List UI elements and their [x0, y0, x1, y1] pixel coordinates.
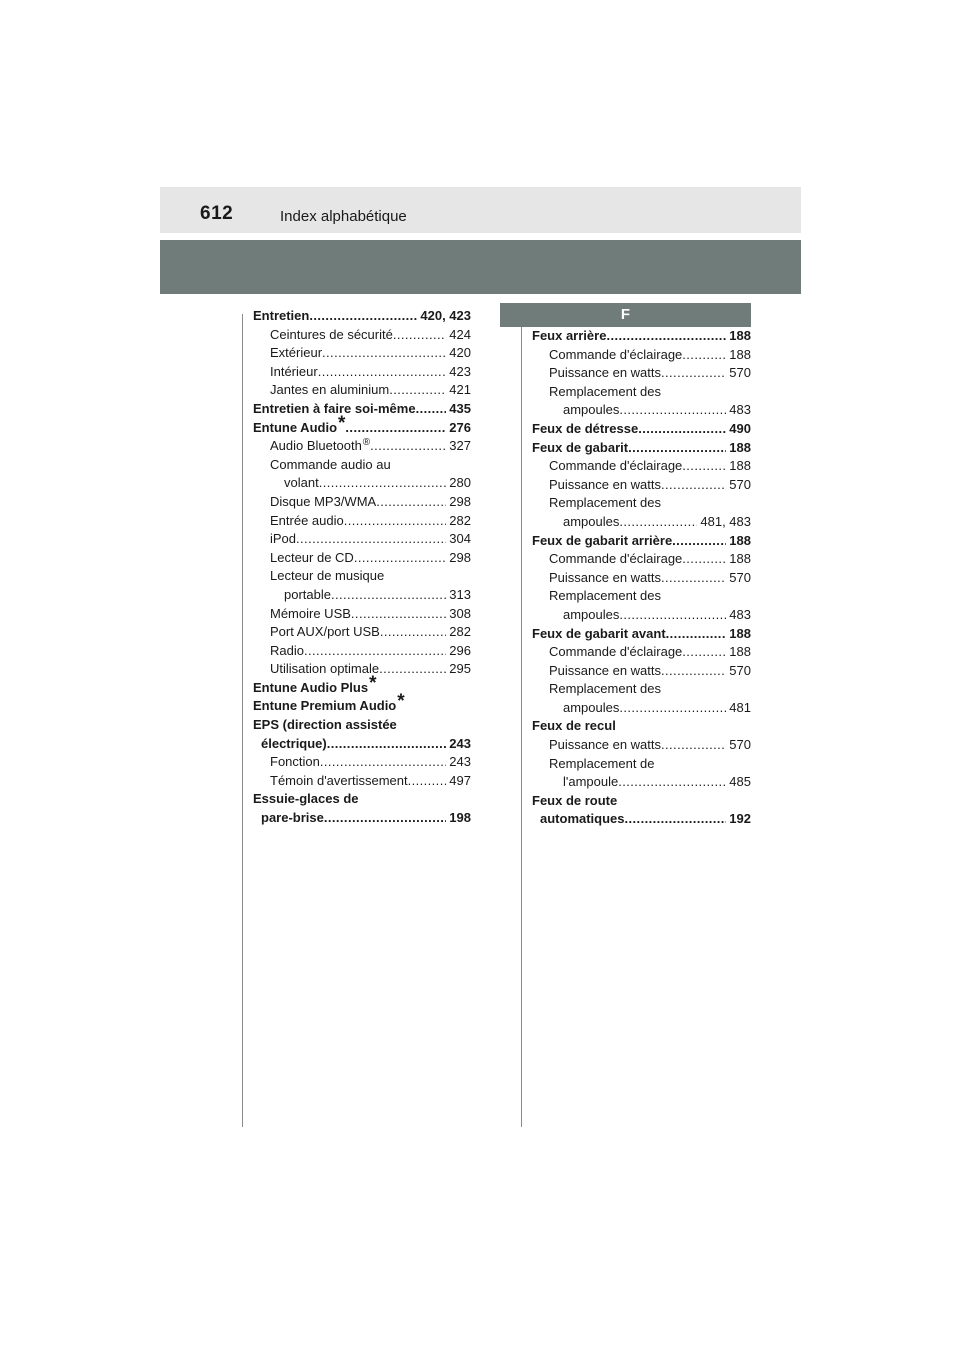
index-entry-text: Commande d'éclairage [549, 458, 683, 474]
index-entry-page[interactable]: 198 [445, 810, 471, 826]
index-entry-label [532, 717, 616, 736]
index-entry-text: Témoin d'avertissement [270, 772, 408, 788]
index-entry-label [549, 550, 682, 569]
index-entry-page[interactable]: 298 [445, 549, 471, 565]
dot-leader [619, 401, 725, 420]
index-entry-label [270, 549, 354, 568]
index-entry-page[interactable]: 192 [725, 811, 751, 827]
index-entry-text: Puissance en watts [549, 662, 662, 678]
index-column-left [253, 307, 471, 828]
index-entry-page[interactable]: 282 [445, 512, 471, 528]
dot-leader [354, 549, 446, 568]
dot-leader [322, 344, 446, 363]
index-entry-label [270, 660, 379, 679]
index-entry [253, 586, 471, 605]
index-entry-page[interactable]: 570 [725, 569, 751, 585]
index-entry [253, 716, 471, 735]
index-entry-label [253, 691, 405, 716]
index-entry-page[interactable]: 295 [445, 661, 471, 677]
index-entry-page[interactable]: 570 [725, 365, 751, 381]
dot-leader [345, 419, 445, 438]
dot-leader [638, 420, 725, 439]
index-entry [253, 772, 471, 791]
index-entry [532, 457, 751, 476]
index-entry-label [270, 642, 304, 661]
index-entry-page[interactable]: 308 [445, 605, 471, 621]
index-entry-text: Radio [270, 642, 304, 658]
index-column-right [532, 327, 751, 829]
index-entry [532, 699, 751, 718]
dot-leader [327, 735, 446, 754]
index-entry [532, 476, 751, 495]
index-entry-label [270, 623, 380, 642]
index-entry-label [270, 437, 370, 456]
dot-leader [661, 364, 726, 383]
index-entry-text: Feux de route [532, 792, 618, 808]
index-entry-page[interactable]: 483 [725, 606, 751, 622]
index-entry-text: Puissance en watts [549, 476, 662, 492]
index-entry-page[interactable]: 483 [725, 402, 751, 418]
index-entry-label [270, 605, 351, 624]
index-entry [253, 623, 471, 642]
index-entry [532, 606, 751, 625]
index-entry-label [532, 327, 606, 346]
index-entry-page[interactable]: 481 [725, 699, 751, 715]
index-entry-label [549, 569, 661, 588]
index-entry-label [532, 420, 638, 439]
section-title: Index alphabétique [280, 208, 407, 225]
index-entry-label [532, 532, 672, 551]
index-entry-page[interactable]: 280 [445, 475, 471, 491]
index-entry-text: l'ampoule [563, 774, 619, 790]
index-entry-label [549, 383, 661, 402]
dot-leader [619, 606, 725, 625]
index-entry [532, 327, 751, 346]
index-entry [253, 512, 471, 531]
index-entry [253, 437, 471, 456]
index-entry [253, 307, 471, 326]
index-entry-page[interactable]: 243 [445, 754, 471, 770]
dot-leader [331, 586, 446, 605]
index-entry-text: Disque MP3/WMA [270, 493, 377, 509]
index-entry-label [549, 346, 682, 365]
index-entry-page[interactable]: 313 [445, 586, 471, 602]
dot-leader [379, 660, 446, 679]
index-entry-text: Commande audio au [270, 456, 391, 472]
index-entry-text: Entretien à faire soi-même [253, 400, 416, 416]
index-entry-label [563, 401, 619, 420]
header-band [160, 240, 801, 294]
dot-leader [619, 513, 696, 532]
index-entry-text: ampoules [563, 606, 620, 622]
index-entry [253, 691, 471, 716]
index-entry-label [261, 809, 324, 828]
index-entry-text: Mémoire USB [270, 605, 351, 621]
dot-leader [661, 662, 726, 681]
index-entry-text: EPS (direction assistée [253, 717, 397, 733]
index-entry-text: Extérieur [270, 345, 323, 361]
index-entry-label [270, 493, 376, 512]
index-entry [532, 755, 751, 774]
dot-leader [296, 530, 446, 549]
index-entry [532, 643, 751, 662]
index-entry-text: Lecteur de CD [270, 549, 354, 565]
index-entry-label [253, 412, 346, 438]
index-entry-page[interactable]: 497 [445, 772, 471, 788]
index-entry-text: Entretien [253, 308, 310, 323]
index-entry-page[interactable]: 485 [725, 774, 751, 790]
index-entry-page[interactable]: 188 [725, 551, 751, 567]
index-entry [532, 736, 751, 755]
index-entry-text: Puissance en watts [549, 569, 662, 585]
index-entry-label [532, 439, 628, 458]
index-entry-label [549, 494, 661, 513]
index-entry [253, 735, 471, 754]
dot-leader [661, 476, 726, 495]
index-entry-label [563, 606, 619, 625]
index-entry-label [284, 586, 331, 605]
index-entry-text: Feux de gabarit arrière [532, 532, 673, 548]
index-entry [532, 550, 751, 569]
dot-leader [416, 400, 446, 419]
index-entry-label [563, 699, 619, 718]
dot-leader [324, 809, 446, 828]
page-number: 612 [200, 203, 234, 224]
index-entry-text: Entune Audio Plus [253, 679, 369, 695]
index-entry-text: Remplacement des [549, 681, 661, 697]
index-entry-page[interactable]: 481, 483 [696, 513, 751, 529]
index-entry-page[interactable]: 420 [445, 345, 471, 361]
index-entry-text: Utilisation optimale [270, 661, 380, 677]
index-entry-label [270, 456, 391, 475]
index-entry-text: ampoules [563, 402, 620, 418]
index-entry-label [549, 662, 661, 681]
index-entry [253, 412, 471, 438]
index-entry [532, 401, 751, 420]
index-entry [253, 672, 471, 698]
index-entry-page[interactable]: 570 [725, 476, 751, 492]
index-entry-label [253, 716, 397, 735]
index-entry-label [549, 736, 661, 755]
index-entry-label [270, 772, 408, 791]
index-entry-text: iPod [270, 531, 297, 547]
index-entry [253, 344, 471, 363]
index-entry-text: Feux arrière [532, 328, 607, 343]
index-entry-text: Port AUX/port USB [270, 624, 380, 640]
index-entry-page[interactable]: 282 [445, 624, 471, 640]
index-entry [532, 364, 751, 383]
index-entry-label [549, 364, 661, 383]
index-entry-label [253, 400, 416, 419]
index-entry [253, 363, 471, 382]
index-entry-page[interactable]: 420, 423 [416, 308, 471, 323]
index-entry [532, 383, 751, 402]
index-entry-label [270, 753, 320, 772]
dot-leader [682, 457, 725, 476]
index-entry-text: Puissance en watts [549, 737, 662, 753]
index-entry [253, 530, 471, 549]
index-entry-text: Feux de gabarit [532, 439, 629, 455]
dot-leader [661, 736, 726, 755]
index-entry-label [270, 512, 344, 531]
index-entry-page[interactable]: 188 [725, 532, 751, 548]
index-entry-label [270, 344, 322, 363]
index-entry-text: Intérieur [270, 363, 318, 379]
index-entry-text: Entrée audio [270, 512, 344, 528]
index-entry-page[interactable]: 188 [725, 328, 751, 343]
index-entry-label [284, 474, 319, 493]
index-entry [253, 790, 471, 809]
index-entry-page[interactable]: 435 [445, 400, 471, 416]
dot-leader [672, 532, 726, 551]
index-entry [532, 513, 751, 532]
dot-leader [625, 810, 726, 829]
dot-leader [408, 772, 446, 791]
index-entry-text: Remplacement des [549, 495, 661, 511]
index-entry-page[interactable]: 188 [725, 625, 751, 641]
index-entry-text: Feux de gabarit avant [532, 625, 666, 641]
index-entry-label [563, 773, 618, 792]
index-entry-page[interactable]: 423 [445, 363, 471, 379]
index-entry-text: Fonction [270, 754, 320, 770]
index-entry-label [270, 363, 318, 382]
header-bar [160, 187, 801, 233]
dot-leader [393, 326, 446, 345]
index-entry-label [549, 457, 682, 476]
index-entry-page[interactable]: 490 [725, 420, 751, 436]
index-entry [253, 567, 471, 586]
index-entry [253, 549, 471, 568]
dot-leader [351, 605, 446, 624]
index-entry-text: automatiques [540, 811, 625, 827]
dot-leader [661, 569, 726, 588]
dot-leader [389, 381, 445, 400]
index-entry-label [253, 307, 309, 326]
column-rule-right [521, 314, 522, 1127]
index-entry [532, 420, 751, 439]
index-entry [532, 532, 751, 551]
index-entry-page[interactable]: 296 [445, 642, 471, 658]
index-entry [532, 717, 751, 736]
index-entry-page[interactable]: 188 [725, 346, 751, 362]
index-entry-page[interactable]: 243 [445, 735, 471, 751]
dot-leader [619, 699, 725, 718]
dot-leader [682, 643, 725, 662]
index-entry [532, 680, 751, 699]
dot-leader [320, 753, 446, 772]
index-entry-text: Feux de détresse [532, 420, 639, 436]
index-entry-text: Feux de recul [532, 718, 616, 734]
dot-leader [309, 307, 416, 326]
dot-leader [304, 642, 446, 661]
index-entry-label [270, 567, 384, 586]
index-entry [532, 587, 751, 606]
index-entry-text: Remplacement des [549, 383, 661, 399]
index-entry-page[interactable]: 276 [445, 419, 471, 435]
index-entry-text: volant [284, 475, 319, 491]
index-entry-page[interactable]: 570 [725, 737, 751, 753]
index-entry [532, 773, 751, 792]
index-entry [532, 569, 751, 588]
index-entry [532, 792, 751, 811]
index-entry [532, 346, 751, 365]
index-entry [253, 326, 471, 345]
dot-leader [380, 623, 446, 642]
index-entry [253, 381, 471, 400]
index-entry-text: Lecteur de musique [270, 568, 385, 584]
index-entry-text: pare-brise [261, 810, 324, 826]
index-entry-text: Audio Bluetooth [270, 438, 362, 454]
dot-leader [618, 773, 725, 792]
index-entry-label [563, 513, 619, 532]
index-entry-label [270, 381, 389, 400]
index-entry-text: Remplacement de [549, 755, 655, 771]
index-entry [253, 642, 471, 661]
index-entry [253, 400, 471, 419]
index-entry-page[interactable]: 424 [445, 326, 471, 342]
dot-leader [606, 327, 725, 346]
dot-leader [319, 474, 446, 493]
dot-leader [666, 625, 726, 644]
index-entry-label [549, 476, 661, 495]
dot-leader [628, 439, 726, 458]
index-entry-text: Commande d'éclairage [549, 346, 683, 362]
index-entry-text: Commande d'éclairage [549, 551, 683, 567]
index-entry-label [540, 810, 625, 829]
registered-mark: ® [362, 437, 371, 449]
asterisk-mark: * [369, 672, 377, 694]
index-entry [532, 625, 751, 644]
index-entry [532, 662, 751, 681]
index-entry-label [253, 790, 359, 809]
index-entry [253, 753, 471, 772]
index-entry [253, 456, 471, 475]
dot-leader [682, 550, 725, 569]
index-entry-text: Puissance en watts [549, 365, 662, 381]
index-entry-label [532, 792, 617, 811]
index-entry-page[interactable]: 304 [445, 531, 471, 547]
asterisk-mark: * [338, 412, 346, 434]
index-entry-text: électrique) [261, 735, 327, 751]
index-entry-page[interactable]: 188 [725, 644, 751, 660]
column-rule-left [242, 314, 243, 1127]
index-entry-label [532, 625, 666, 644]
index-entry-text: Ceintures de sécurité [270, 326, 393, 342]
index-entry-label [549, 587, 661, 606]
index-entry-page[interactable]: 327 [445, 438, 471, 454]
index-entry-text: Commande d'éclairage [549, 644, 683, 660]
letter-tab: F [500, 303, 751, 327]
index-entry [253, 493, 471, 512]
index-entry-label [261, 735, 327, 754]
index-entry-text: Essuie-glaces de [253, 791, 359, 807]
dot-leader [376, 493, 445, 512]
index-entry-page[interactable]: 298 [445, 493, 471, 509]
index-entry [532, 810, 751, 829]
index-entry [253, 474, 471, 493]
dot-leader [682, 346, 725, 365]
index-entry [532, 439, 751, 458]
index-entry-text: Entune Audio [253, 419, 338, 435]
index-entry-text: ampoules [563, 513, 620, 529]
asterisk-mark: * [397, 691, 405, 713]
index-entry-label [549, 680, 661, 699]
dot-leader [344, 512, 446, 531]
index-entry-page[interactable]: 188 [725, 439, 751, 455]
index-entry-page[interactable]: 570 [725, 662, 751, 678]
index-entry [253, 809, 471, 828]
index-entry [253, 660, 471, 679]
index-entry-label [270, 530, 296, 549]
index-entry-page[interactable]: 188 [725, 458, 751, 474]
index-entry-text: Remplacement des [549, 588, 661, 604]
dot-leader [318, 363, 446, 382]
index-entry-text: portable [284, 586, 331, 602]
index-entry-page[interactable]: 421 [445, 382, 471, 398]
index-entry-text: Jantes en aluminium [270, 382, 390, 398]
index-entry-label [549, 755, 655, 774]
index-entry-text: ampoules [563, 699, 620, 715]
index-entry-label [270, 326, 393, 345]
index-entry-label [549, 643, 682, 662]
index-entry [532, 494, 751, 513]
dot-leader [370, 437, 446, 456]
index-entry-label [253, 672, 377, 698]
index-entry [253, 605, 471, 624]
index-entry-text: Entune Premium Audio [253, 698, 397, 714]
